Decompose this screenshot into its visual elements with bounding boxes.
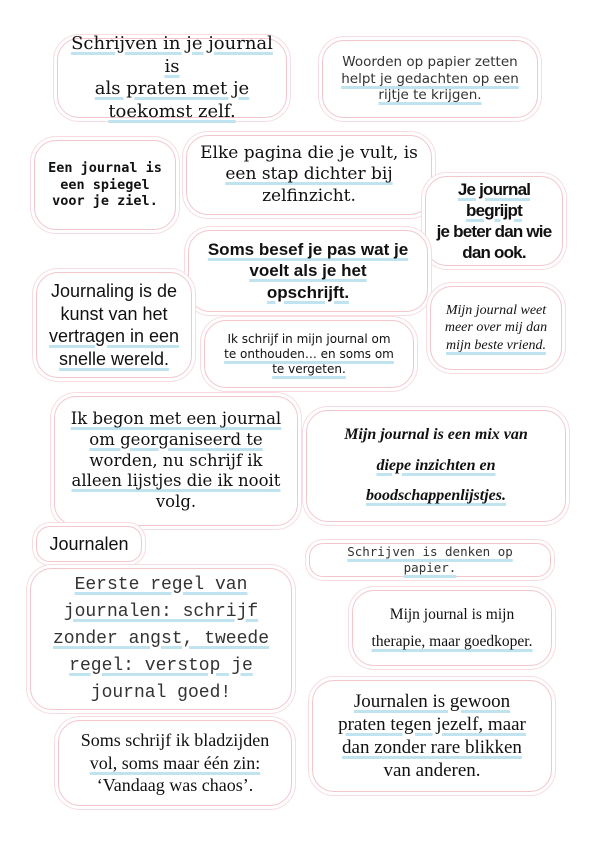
sticker-quote-15	[352, 590, 552, 666]
quote-line: je beter dan wie	[436, 222, 552, 241]
quote-line: meer over mij dan	[444, 320, 548, 336]
quote-line: boodschappenlijstjes.	[365, 487, 506, 505]
quote-line: Journalen is gewoon	[353, 690, 511, 712]
quote-line: journalen: schrijf	[63, 601, 259, 622]
quote-line: diepe inzichten en	[376, 456, 496, 474]
sticker-quote-10	[54, 396, 298, 526]
quote-line: Schrijven in je journal is	[71, 33, 273, 77]
quote-line: zonder angst, tweede	[52, 628, 270, 649]
quote-line: een spiegel	[60, 176, 150, 193]
quote-line: Een journal is	[48, 159, 162, 176]
quote-line: rijtje te krijgen.	[378, 87, 482, 104]
quote-line: praten tegen jezelf, maar	[338, 713, 526, 735]
quote-line: journal goed!	[90, 682, 232, 703]
sticker-quote-1	[57, 33, 287, 122]
sticker-quote-11	[306, 410, 566, 522]
sticker-quote-13	[309, 543, 551, 577]
quote-line: Mijn journal is mijn	[389, 605, 515, 623]
quote-line: dan zonder rare blikken	[342, 737, 522, 758]
sticker-quote-16	[312, 680, 552, 792]
quote-line: mijn beste vriend.	[446, 337, 546, 353]
quote-line: therapie, maar goedkoper.	[371, 633, 533, 650]
sticker-quote-12	[36, 526, 142, 562]
quote-line: om georganiseerd te	[89, 430, 263, 450]
sticker-quote-9	[430, 286, 562, 370]
sticker-quote-2	[322, 40, 538, 118]
quote-line: Ik begon met een journal	[70, 409, 282, 429]
quote-line: dan ook.	[462, 243, 526, 263]
quote-line: helpt je gedachten op een	[341, 70, 519, 87]
quote-line: Soms schrijf ik bladzijden	[80, 730, 270, 751]
quote-line: voor je ziel.	[52, 193, 158, 210]
quote-line: te vergeten.	[272, 361, 346, 376]
sticker-quote-7	[36, 272, 192, 378]
quote-line: Soms besef je pas wat je	[207, 240, 409, 260]
quote-line: Mijn journal is een mix van	[344, 426, 528, 444]
quote-line: Elke pagina die je vult, is	[200, 143, 418, 164]
quote-line: kunst van het	[60, 303, 168, 324]
quote-line: volg.	[155, 491, 197, 511]
quote-line: toekomst zelf.	[108, 100, 236, 122]
quote-line: Eerste regel van	[74, 574, 248, 595]
quote-line: vertragen in een	[48, 326, 180, 346]
sticker-quote-6	[188, 230, 428, 312]
quote-line: Journaling is de	[50, 281, 178, 301]
quote-line: regel: verstop je	[69, 655, 253, 676]
quote-line: Journalen	[49, 533, 129, 554]
sticker-quote-14	[30, 568, 292, 710]
quote-line: snelle wereld.	[58, 348, 170, 369]
quote-line: opschrijft.	[266, 282, 350, 302]
quote-line: Woorden op papier zetten	[342, 53, 518, 70]
sticker-quote-5	[425, 176, 563, 266]
quote-line: zelfinzicht.	[262, 185, 356, 206]
quote-line: als praten met je	[94, 78, 250, 99]
sticker-quote-8	[204, 320, 414, 388]
quote-line: een stap dichter bij	[225, 164, 393, 185]
quote-line: Mijn journal weet	[445, 302, 547, 318]
quote-line: Ik schrijf in mijn journal om	[227, 331, 391, 346]
quote-line: van anderen.	[383, 760, 481, 782]
sticker-quote-4	[186, 135, 432, 215]
quote-line: Je journal begrijpt	[457, 179, 531, 220]
quote-line: Schrijven is denken op papier.	[347, 544, 513, 575]
sticker-quote-17	[58, 720, 292, 806]
quote-line: ‘Vandaag was chaos’.	[96, 775, 254, 796]
quote-line: te onthouden… en soms om	[224, 346, 394, 361]
quote-line: voelt als je het	[249, 261, 367, 281]
quote-line: worden, nu schrijf ik	[89, 450, 263, 470]
quote-line: vol, soms maar één zin:	[89, 752, 261, 773]
sticker-quote-3	[34, 140, 176, 230]
quote-line: alleen lijstjes die ik nooit	[71, 471, 281, 491]
